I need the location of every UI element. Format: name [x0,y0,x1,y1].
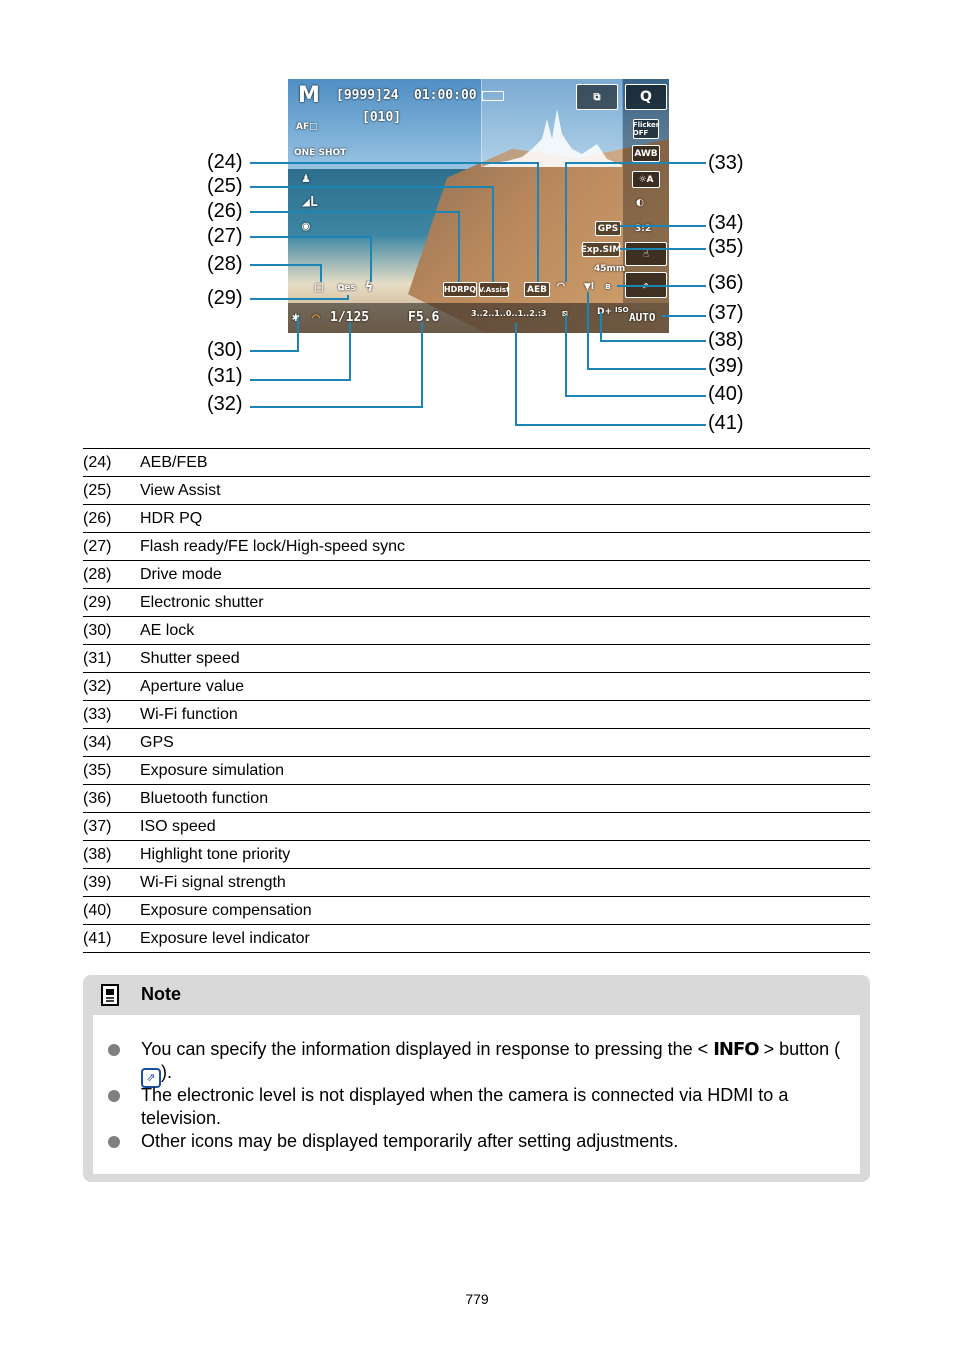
bullet-icon [108,1136,120,1148]
focal-length: 45mm [594,264,626,274]
row-number: (30) [83,617,140,645]
row-label: Wi-Fi function [140,701,870,729]
playback-button[interactable]: ⧉ [576,84,618,110]
quick-control-button[interactable]: Q [625,84,667,110]
table-row [83,701,870,729]
row-label: Bluetooth function [140,785,870,813]
shutter-speed: 1/125 [330,310,370,325]
callout-line-32 [250,322,422,407]
row-number: (25) [83,477,140,505]
af-operation: ONE SHOT [294,148,347,158]
row-number: (37) [83,813,140,841]
callout-label-39: (39) [708,355,744,377]
note-text: You can specify the information displayed in response to pressing the < [141,1039,709,1059]
note-text: Other icons may be displayed temporarily after setting adjustments. [141,1131,679,1151]
row-number: (28) [83,561,140,589]
callout-label-26: (26) [207,200,243,222]
wifi-icon: ◠ [557,279,565,294]
row-number: (38) [83,841,140,869]
white-balance-icon: AWB [632,145,660,162]
table-row [83,757,870,785]
note-title: Note [141,984,181,1004]
row-number: (34) [83,729,140,757]
table-row [83,449,870,477]
image-quality-icon: ◢L [302,195,318,210]
callout-label-35: (35) [708,236,744,258]
callout-label-38: (38) [708,329,744,351]
row-label: HDR PQ [140,505,870,533]
table-row [83,729,870,757]
note-text: > button ( [763,1039,841,1059]
ae-lock-icon: ✱ [292,310,300,325]
callout-label-32: (32) [207,393,243,415]
aeb-icon: AEB [524,282,550,297]
table-row [83,841,870,869]
callout-label-24: (24) [207,151,243,173]
row-label: Highlight tone priority [140,841,870,869]
callout-label-25: (25) [207,175,243,197]
row-number: (31) [83,645,140,673]
row-number: (41) [83,925,140,953]
row-label: Exposure compensation [140,897,870,925]
right-touch-panel [623,79,669,303]
row-label: Wi-Fi signal strength [140,869,870,897]
metering-icon: ◉ [302,219,310,234]
callout-label-27: (27) [207,225,243,247]
camera-live-view-screen [288,79,669,333]
row-number: (33) [83,701,140,729]
bullet-icon [108,1044,120,1056]
time-display: 01:00:00 [414,88,477,103]
table-row [83,897,870,925]
row-label: Flash ready/FE lock/High-speed sync [140,533,870,561]
table-row [83,505,870,533]
shots-remaining: [9999]24 [336,88,399,103]
hdrpq-icon: HDRPQ [443,282,477,297]
row-number: (26) [83,505,140,533]
table-row [83,785,870,813]
gps-icon: GPS [595,221,621,236]
row-number: (40) [83,897,140,925]
info-button-glyph: INFO [713,1039,759,1060]
callout-label-28: (28) [207,253,243,275]
callout-label-30: (30) [207,339,243,361]
row-label: Exposure simulation [140,757,870,785]
row-number: (29) [83,589,140,617]
note-bullet-text [141,1038,846,1088]
file-counter: [010] [362,110,402,125]
row-label: Electronic shutter [140,589,870,617]
callout-label-31: (31) [207,365,243,387]
shooting-mode: M [298,83,320,108]
table-row [83,645,870,673]
magnify-button[interactable]: ⌕ [625,272,667,298]
exposure-scale: 3..2..1..0..1..2.:3 [471,309,547,318]
note-box [83,975,870,1182]
row-number: (24) [83,449,140,477]
table-row [83,589,870,617]
camera-screen-figure [0,0,954,440]
note-icon [101,984,119,1006]
row-label: Shutter speed [140,645,870,673]
aspect-ratio: 3:2 [635,224,652,234]
note-text: ). [161,1062,172,1082]
callout-label-41: (41) [708,412,744,434]
view-assist-icon: V.Assist [479,282,509,297]
table-row [83,561,870,589]
row-number: (27) [83,533,140,561]
bluetooth-icon: ʙ [605,282,611,292]
drive-mode-icon: □ [315,280,323,295]
note-content [93,1015,860,1174]
highlight-tone-icon: D+ [597,307,613,317]
callout-label-37: (37) [708,302,744,324]
row-number: (32) [83,673,140,701]
row-label: AE lock [140,617,870,645]
flash-ready-icon: ϟ [365,280,373,295]
table-row [83,477,870,505]
row-label: ISO speed [140,813,870,841]
note-text: The electronic level is not displayed when the camera is connected via HDMI to a television. [141,1085,789,1128]
exposure-simulation-icon: Exp.SIM [582,242,620,257]
row-number: (39) [83,869,140,897]
exposure-comp-icon: ⧅ [562,309,568,319]
lighting-optimizer-icon: ◐ [636,198,644,208]
callout-label-29: (29) [207,287,243,309]
row-label: GPS [140,729,870,757]
table-row [83,869,870,897]
row-label: Aperture value [140,673,870,701]
battery-icon [482,91,504,101]
row-number: (36) [83,785,140,813]
callout-line-41 [516,323,706,425]
flicker-icon: Flicker OFF [632,121,660,137]
iso-label: ISO [615,306,629,314]
table-row [83,925,870,953]
table-row [83,617,870,645]
row-label: View Assist [140,477,870,505]
table-row [83,533,870,561]
table-row [83,673,870,701]
link-icon[interactable]: ⇗ [141,1068,161,1088]
shutter-dial-icon: ⌒ [312,310,320,325]
row-label: Drive mode [140,561,870,589]
table-row [83,813,870,841]
row-label: Exposure level indicator [140,925,870,953]
page-number: 779 [465,1291,489,1307]
auto-lighting-icon: ☼A [632,171,660,188]
picture-style-icon: ♟ [302,171,310,186]
electronic-shutter-icon: ⧉es [338,283,356,293]
row-number: (35) [83,757,140,785]
wifi-signal-icon: ▼l [584,282,595,292]
callout-label-40: (40) [708,383,744,405]
iso-value: AUTO [629,311,656,324]
legend-table [83,448,870,953]
touch-shutter-button[interactable]: ☝ [625,242,667,266]
callout-label-33: (33) [708,152,744,174]
bullet-icon [108,1090,120,1102]
callout-label-34: (34) [708,212,744,234]
af-mode: AF□ [296,122,318,132]
callout-label-36: (36) [708,272,744,294]
aperture-value: F5.6 [408,310,440,325]
row-label: AEB/FEB [140,449,870,477]
